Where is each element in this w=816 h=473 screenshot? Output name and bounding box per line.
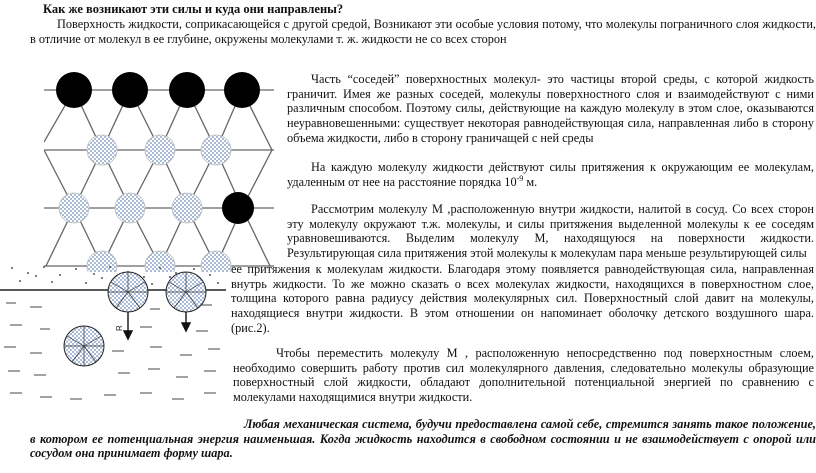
section-title: Как же возникают эти силы и куда они направлены? xyxy=(43,2,344,16)
liquid-molecule xyxy=(172,193,202,223)
paragraph-attraction-end: м. xyxy=(523,174,538,189)
liquid-molecule xyxy=(145,135,175,165)
paragraph-conclusion: Любая механическая система, будучи предоставлена самой себе, стремится занять такое положение, в котором ее потенциальная энергия наименьшая. Когда жидкость находится в свободном состоянии и не взаимодействует с опорой или сосудом она принимает форму шара. xyxy=(30,417,816,461)
liquid-molecule xyxy=(87,135,117,165)
liquid-molecule xyxy=(115,193,145,223)
paragraph-consider-a: Рассмотрим молекулу М ,расположенную внутри жидкости, налитой в сосуд. Со всех сторон эту молекулу окружают т.ж. молекулы, и силы притяжения выделенной молекулы к ее соседям уравновешиваются. Выделим молекулу М, находящуюся на поверхности жидкости. Результирующая сила притяжения этой молекулы к молекулам пара меньше результирующей силы xyxy=(287,202,814,261)
radius-label: R xyxy=(115,325,124,331)
liquid-molecule xyxy=(59,193,89,223)
exponent: -9 xyxy=(516,173,524,183)
paragraph-neighbors: Часть “соседей” поверхностных молекул- это частицы второй среды, с которой жидкость граничит. Имея же разных соседей, молекулы поверхностного слоя и взаимодействуют с ними различным способом. Поэтому силы, действующие на каждую молекулу в этом слое, оказываются неуравновешенными: существует некоторая равнодействующая сила, направленная либо в сторону объема жидкости, либо в сторону граничащей с ней среды xyxy=(287,72,814,145)
liquid-molecule xyxy=(201,135,231,165)
lattice-figure xyxy=(44,60,274,272)
paragraph-attraction xyxy=(287,160,814,189)
surface-molecule xyxy=(112,72,148,108)
surface-molecule xyxy=(169,72,205,108)
paragraph-attraction-text: На каждую молекулу жидкости действуют силы притяжения к окружающим ее молекулам, удаленным от нее на расстояние порядка 10 xyxy=(287,160,814,189)
paragraph-work: Чтобы переместить молекулу М , расположенную непосредственно под поверхностным слоем, необходимо совершить работу против сил молекулярного давления, следовательно молекулы образующие поверхностный слой жидкости, обладают дополнительной потенциальной энергией по сравнению с молекулами находящимися внутри жидкости. xyxy=(233,346,814,405)
surface-layer-figure xyxy=(0,263,226,408)
liquid-hatching xyxy=(4,303,220,399)
surface-molecule xyxy=(222,192,254,224)
intro-paragraph: Поверхность жидкости, соприкасающейся с другой средой, Возникают эти особые условия потому, что молекулы пограничного слоя жидкости, в отличие от молекул в ее глубине, окружены молекулами т. ж. жидкости не со всех сторон xyxy=(30,17,816,46)
surface-molecule xyxy=(56,72,92,108)
paragraph-consider-b: ее притяжения к молекулам жидкости. Благодаря этому появляется равнодействующая сила, направленная внутрь жидкости. То же можно сказать о всех молекулах жидкости, находящихся в поверхностном слое, толщина которого равна радиусу действия молекулярных сил. Поверхностный слой давит на молекулы, находящиеся внутри жидкости. В этом отношении он напоминает оболочку детского воздушного шара. (рис.2). xyxy=(231,262,814,335)
surface-molecule xyxy=(224,72,260,108)
